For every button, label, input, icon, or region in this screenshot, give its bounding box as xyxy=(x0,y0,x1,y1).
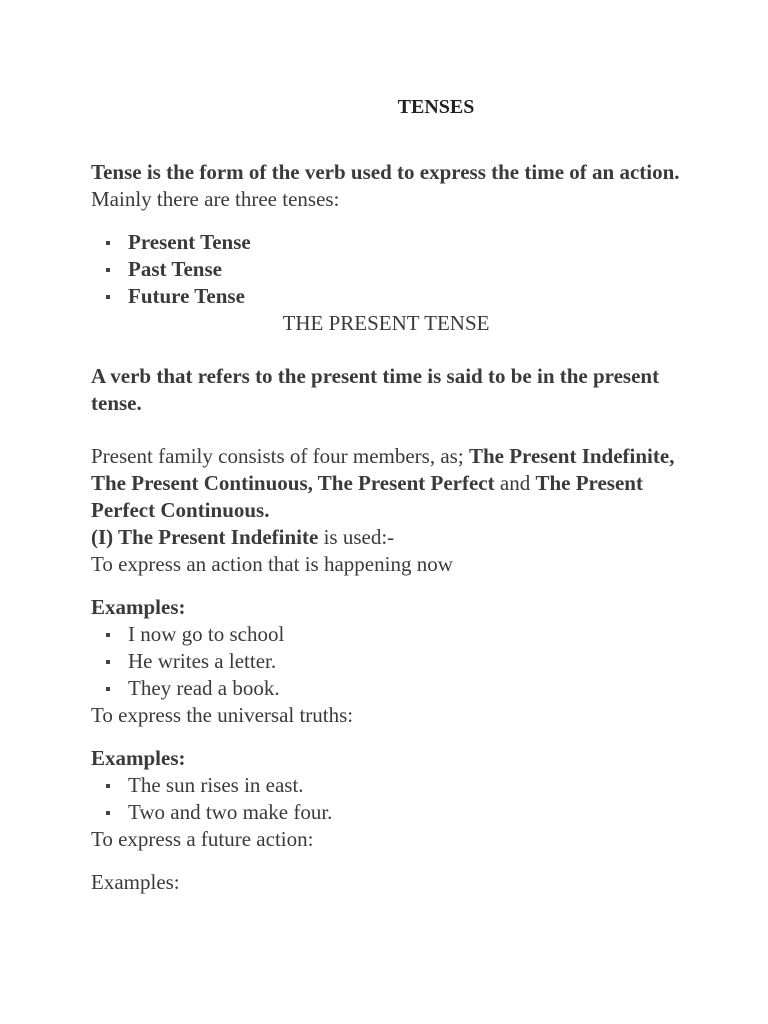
list-item: The sun rises in east. xyxy=(91,772,681,799)
family-members-bold: The Present Indefinite, The Present Continuous, The Present Perfect xyxy=(91,444,675,495)
examples-list xyxy=(91,621,681,702)
tenses-list xyxy=(91,229,681,310)
list-item: Two and two make four. xyxy=(91,799,681,826)
usage-line: To express a future action: xyxy=(91,827,314,851)
list-item: I now go to school xyxy=(91,621,681,648)
tense-definition: Tense is the form of the verb used to express the time of an action. xyxy=(91,160,680,184)
list-item: Future Tense xyxy=(91,283,681,310)
present-tense-definition: A verb that refers to the present time is said to be in the present tense. xyxy=(91,364,660,415)
present-indefinite-label: (I) The Present Indefinite xyxy=(91,525,319,549)
present-indefinite-rest: is used:- xyxy=(318,525,395,549)
examples-list xyxy=(91,772,681,826)
examples-label: Examples: xyxy=(91,746,186,770)
family-and: and xyxy=(494,471,536,495)
document-page xyxy=(91,94,681,896)
tenses-intro: Mainly there are three tenses: xyxy=(91,187,340,211)
present-family-paragraph xyxy=(91,443,681,524)
usage-line: To express an action that is happening now xyxy=(91,552,453,576)
list-item: He writes a letter. xyxy=(91,648,681,675)
list-item: Present Tense xyxy=(91,229,681,256)
page-title: TENSES xyxy=(397,96,475,118)
list-item: Past Tense xyxy=(91,256,681,283)
examples-label-plain: Examples: xyxy=(91,870,180,894)
list-item: They read a book. xyxy=(91,675,681,702)
usage-line: To express the universal truths: xyxy=(91,703,354,727)
examples-label: Examples: xyxy=(91,595,186,619)
present-indefinite-line xyxy=(91,524,681,551)
family-text: Present family consists of four members, as; xyxy=(91,444,469,468)
family-last-member: The Present Perfect Continuous. xyxy=(91,471,643,522)
present-tense-heading: THE PRESENT TENSE xyxy=(282,311,490,335)
